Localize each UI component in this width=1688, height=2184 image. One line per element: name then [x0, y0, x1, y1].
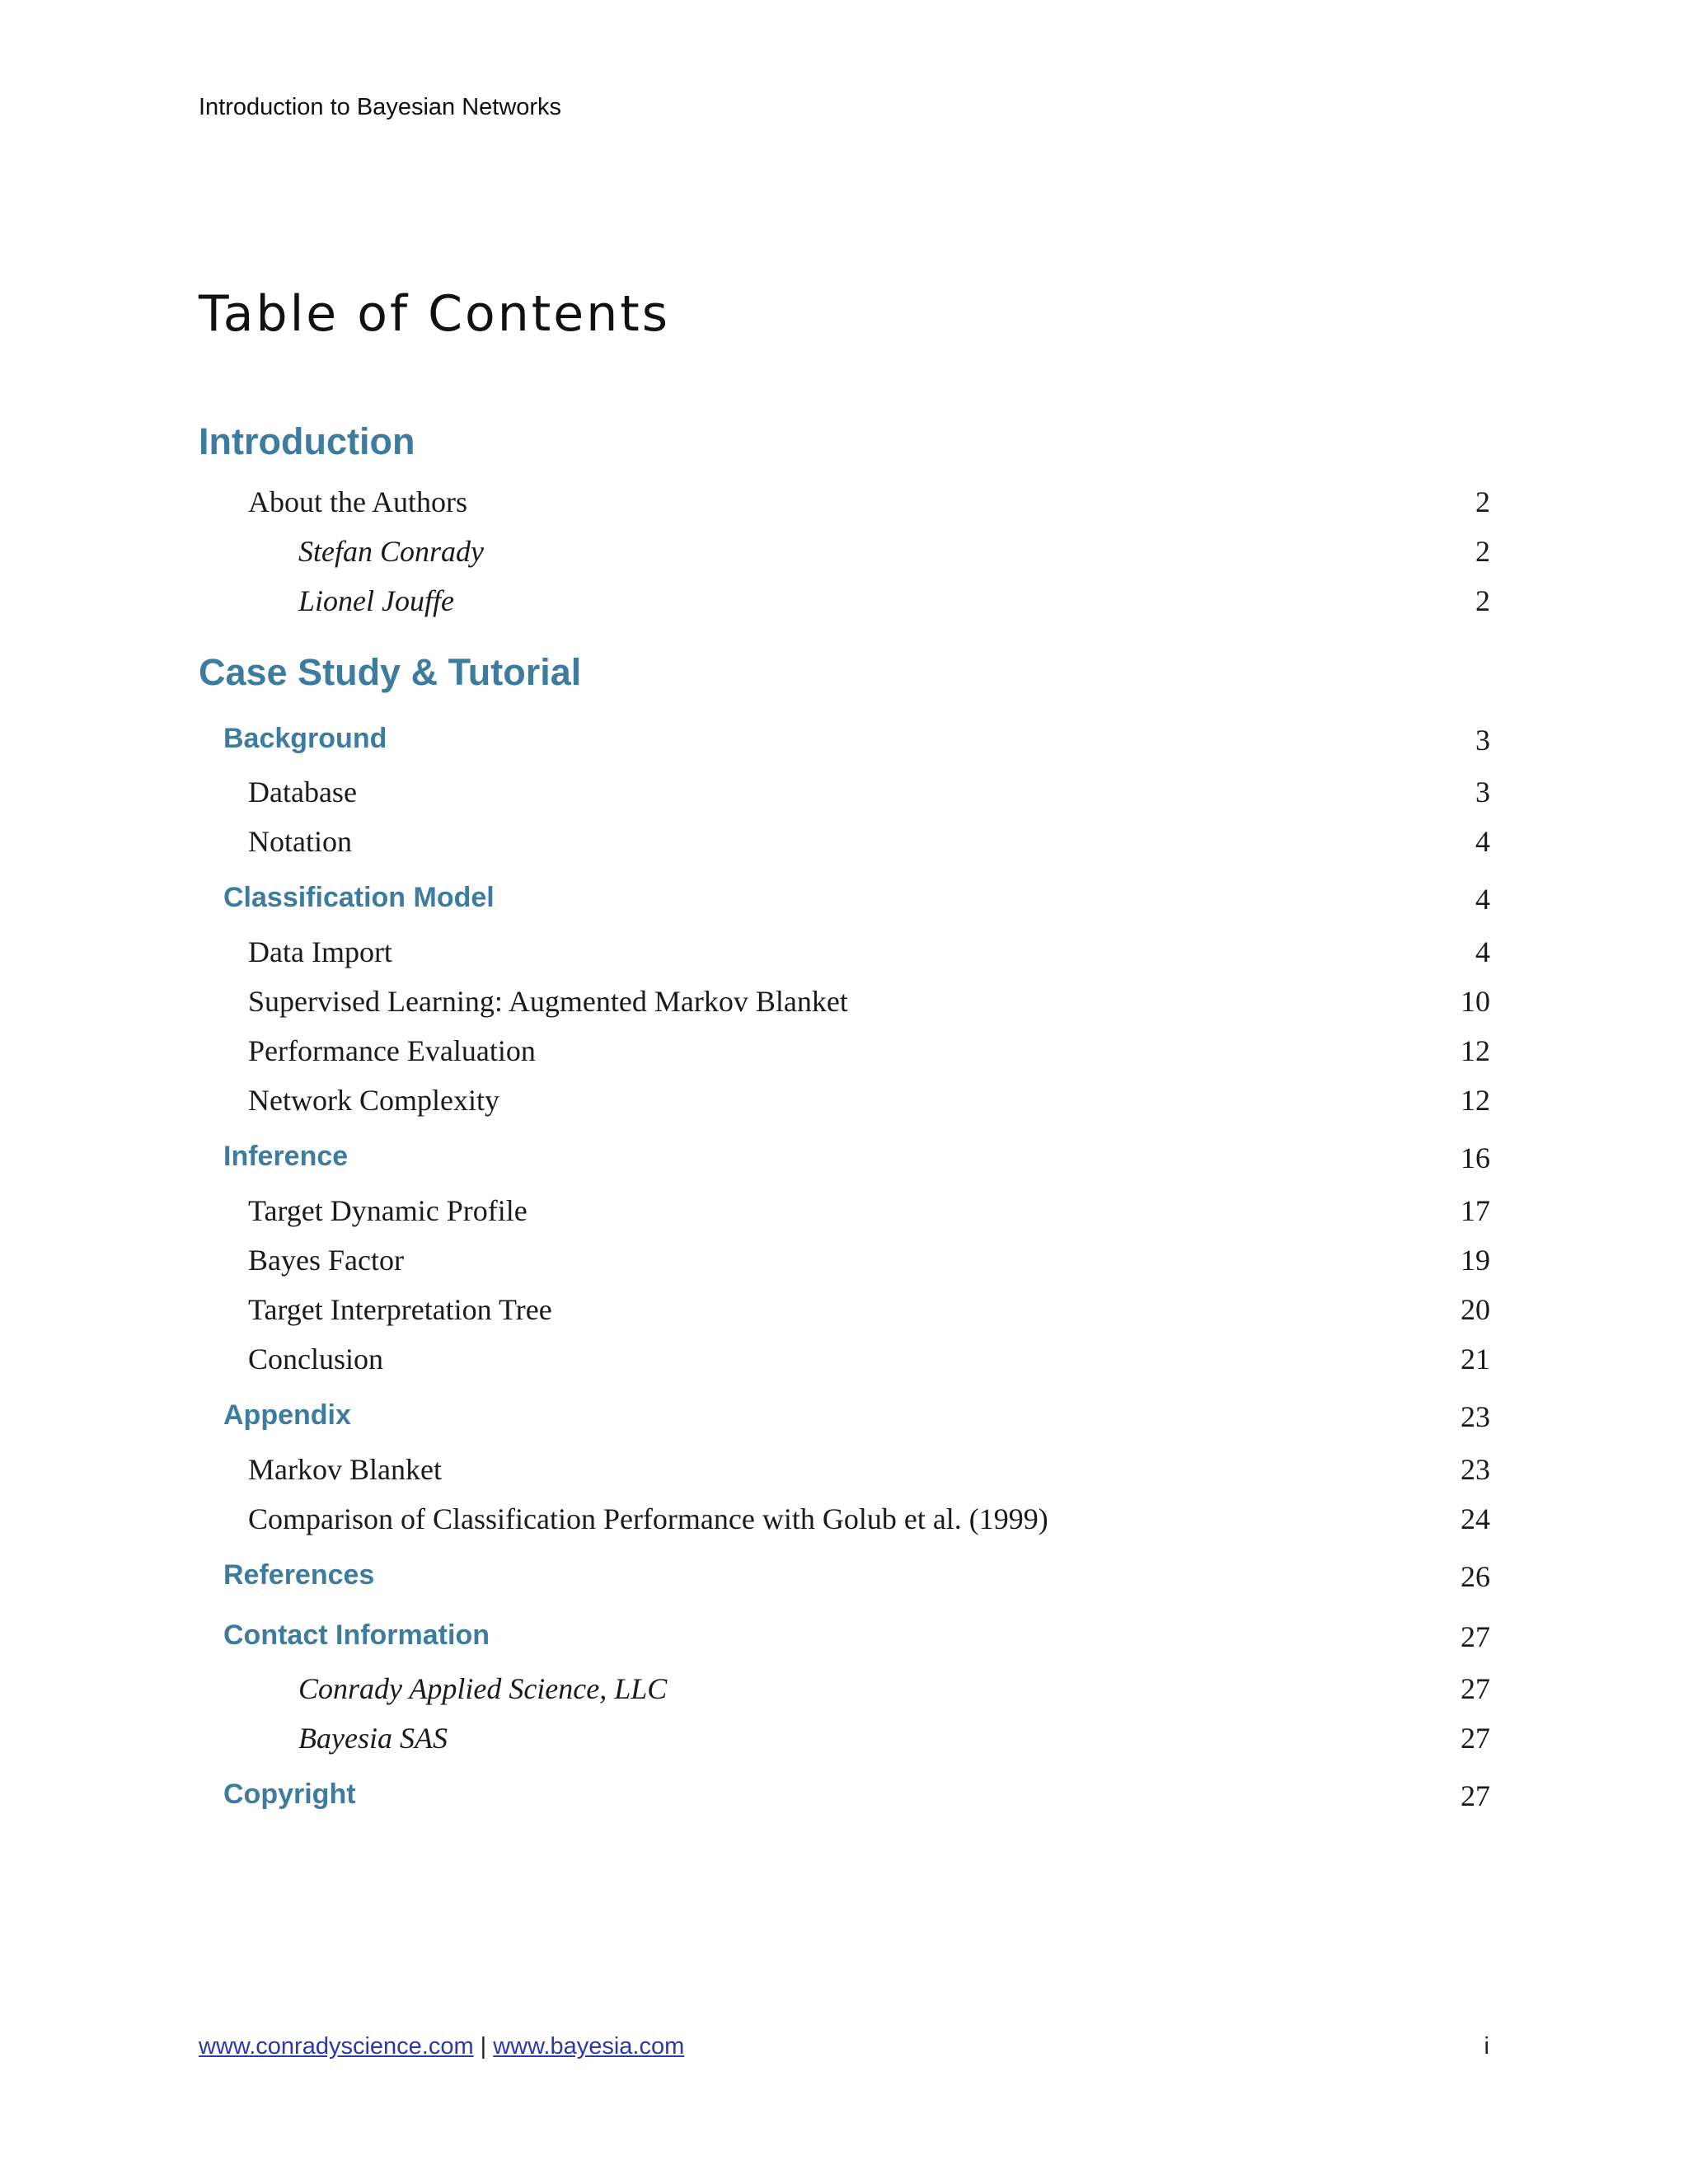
- toc-entry-section[interactable]: [199, 824, 1490, 869]
- toc-entry-section[interactable]: [199, 1193, 1490, 1238]
- toc-entry-page: 27: [1461, 1620, 1490, 1653]
- toc-entry-page: 16: [1461, 1141, 1490, 1174]
- toc-entry-section[interactable]: [199, 1292, 1490, 1337]
- toc-entry-section[interactable]: [199, 775, 1490, 819]
- toc-entry-label: Performance Evaluation: [248, 1034, 536, 1067]
- toc-entry-label: Conclusion: [248, 1343, 384, 1376]
- toc-entry-section[interactable]: [199, 1342, 1490, 1386]
- toc-entry-page: 27: [1461, 1779, 1490, 1812]
- toc-entry-page: 3: [1475, 724, 1490, 757]
- toc-entry-page: 27: [1461, 1722, 1490, 1755]
- toc-entry-chapter[interactable]: [199, 1399, 1490, 1444]
- toc-entry-label: Supervised Learning: Augmented Markov Blanket: [248, 985, 848, 1018]
- toc-entry-page: 4: [1475, 883, 1490, 916]
- toc-entry-page: 10: [1461, 985, 1490, 1018]
- toc-entry-page: 19: [1461, 1244, 1490, 1277]
- page-number: i: [1484, 2033, 1489, 2060]
- toc-entry-sub[interactable]: [199, 583, 1490, 628]
- toc-entry-page: 26: [1461, 1560, 1490, 1593]
- toc-entry-page: 23: [1461, 1400, 1490, 1433]
- toc-entry-page: 17: [1461, 1194, 1490, 1227]
- toc-entry-chapter[interactable]: [199, 882, 1490, 926]
- toc-entry-label: Case Study & Tutorial: [199, 651, 582, 693]
- toc-entry-sub[interactable]: [199, 1671, 1490, 1716]
- footer-separator: |: [480, 2033, 487, 2060]
- toc-entry-label: Target Dynamic Profile: [248, 1194, 528, 1227]
- toc-entry-label: Notation: [248, 825, 352, 858]
- toc-entry-sub[interactable]: [199, 534, 1490, 579]
- toc-entry-label: Introduction: [199, 420, 415, 462]
- toc-title: Table of Contents: [199, 285, 671, 343]
- toc-entry-page: 2: [1475, 485, 1490, 518]
- bayesia-link[interactable]: www.bayesia.com: [493, 2033, 685, 2060]
- toc-entry-label: Target Interpretation Tree: [248, 1293, 552, 1326]
- toc-entry-label: Contact Information: [223, 1619, 490, 1651]
- toc-entry-label: Background: [223, 723, 387, 754]
- toc-entry-page: 23: [1461, 1453, 1490, 1486]
- toc-entry-label: Conrady Applied Science, LLC: [298, 1672, 668, 1705]
- toc-entry-section[interactable]: [199, 1502, 1490, 1546]
- toc-entry-page: 3: [1475, 776, 1490, 808]
- toc-entry-label: Classification Model: [223, 882, 495, 913]
- toc-entry-page: 2: [1475, 535, 1490, 568]
- toc-entry-label: Comparison of Classification Performance with Golub et al. (1999): [248, 1502, 1048, 1535]
- footer: [199, 2033, 684, 2060]
- toc-entry-section[interactable]: [199, 1083, 1490, 1127]
- toc-entry-chapter[interactable]: [199, 1619, 1490, 1664]
- toc-entry-label: Lionel Jouffe: [298, 584, 454, 617]
- toc-entry-label: Data Import: [248, 935, 392, 968]
- toc-entry-section[interactable]: [199, 984, 1490, 1029]
- toc-entry-page: 20: [1461, 1293, 1490, 1326]
- toc-entry-page: 21: [1461, 1343, 1490, 1376]
- toc-entry-label: Database: [248, 776, 357, 808]
- toc-entry-chapter[interactable]: [199, 1559, 1490, 1604]
- toc-entry-section[interactable]: [199, 1033, 1490, 1078]
- toc-entry-label: About the Authors: [248, 485, 467, 518]
- toc-entry-part[interactable]: [199, 651, 1490, 696]
- toc-entry-page: 4: [1475, 825, 1490, 858]
- toc-entry-page: 4: [1475, 935, 1490, 968]
- toc-entry-chapter[interactable]: [199, 1141, 1490, 1185]
- toc-entry-chapter[interactable]: [199, 1779, 1490, 1823]
- toc-entry-part[interactable]: [199, 420, 1490, 465]
- conradyscience-link[interactable]: www.conradyscience.com: [199, 2033, 474, 2060]
- toc-entry-page: 12: [1461, 1084, 1490, 1117]
- toc-entry-label: Markov Blanket: [248, 1453, 442, 1486]
- toc-entry-section[interactable]: [199, 1452, 1490, 1497]
- toc-entry-sub[interactable]: [199, 1721, 1490, 1765]
- toc-entry-page: 12: [1461, 1034, 1490, 1067]
- toc-entry-label: Appendix: [223, 1399, 351, 1431]
- toc-entry-label: Copyright: [223, 1779, 356, 1810]
- toc-entry-page: 24: [1461, 1502, 1490, 1535]
- toc-entry-page: 2: [1475, 584, 1490, 617]
- toc-entry-chapter[interactable]: [199, 723, 1490, 767]
- toc-entry-label: Inference: [223, 1141, 349, 1172]
- toc-entry-label: Bayes Factor: [248, 1244, 404, 1277]
- toc-entry-page: 27: [1461, 1672, 1490, 1705]
- toc-entry-section[interactable]: [199, 485, 1490, 529]
- toc-entry-label: Network Complexity: [248, 1084, 499, 1117]
- toc-entry-label: References: [223, 1559, 375, 1591]
- toc-entry-label: Bayesia SAS: [298, 1722, 448, 1755]
- running-header: Introduction to Bayesian Networks: [199, 94, 562, 120]
- toc-entry-label: Stefan Conrady: [298, 535, 484, 568]
- toc-entry-section[interactable]: [199, 1243, 1490, 1287]
- toc-entry-section[interactable]: [199, 935, 1490, 979]
